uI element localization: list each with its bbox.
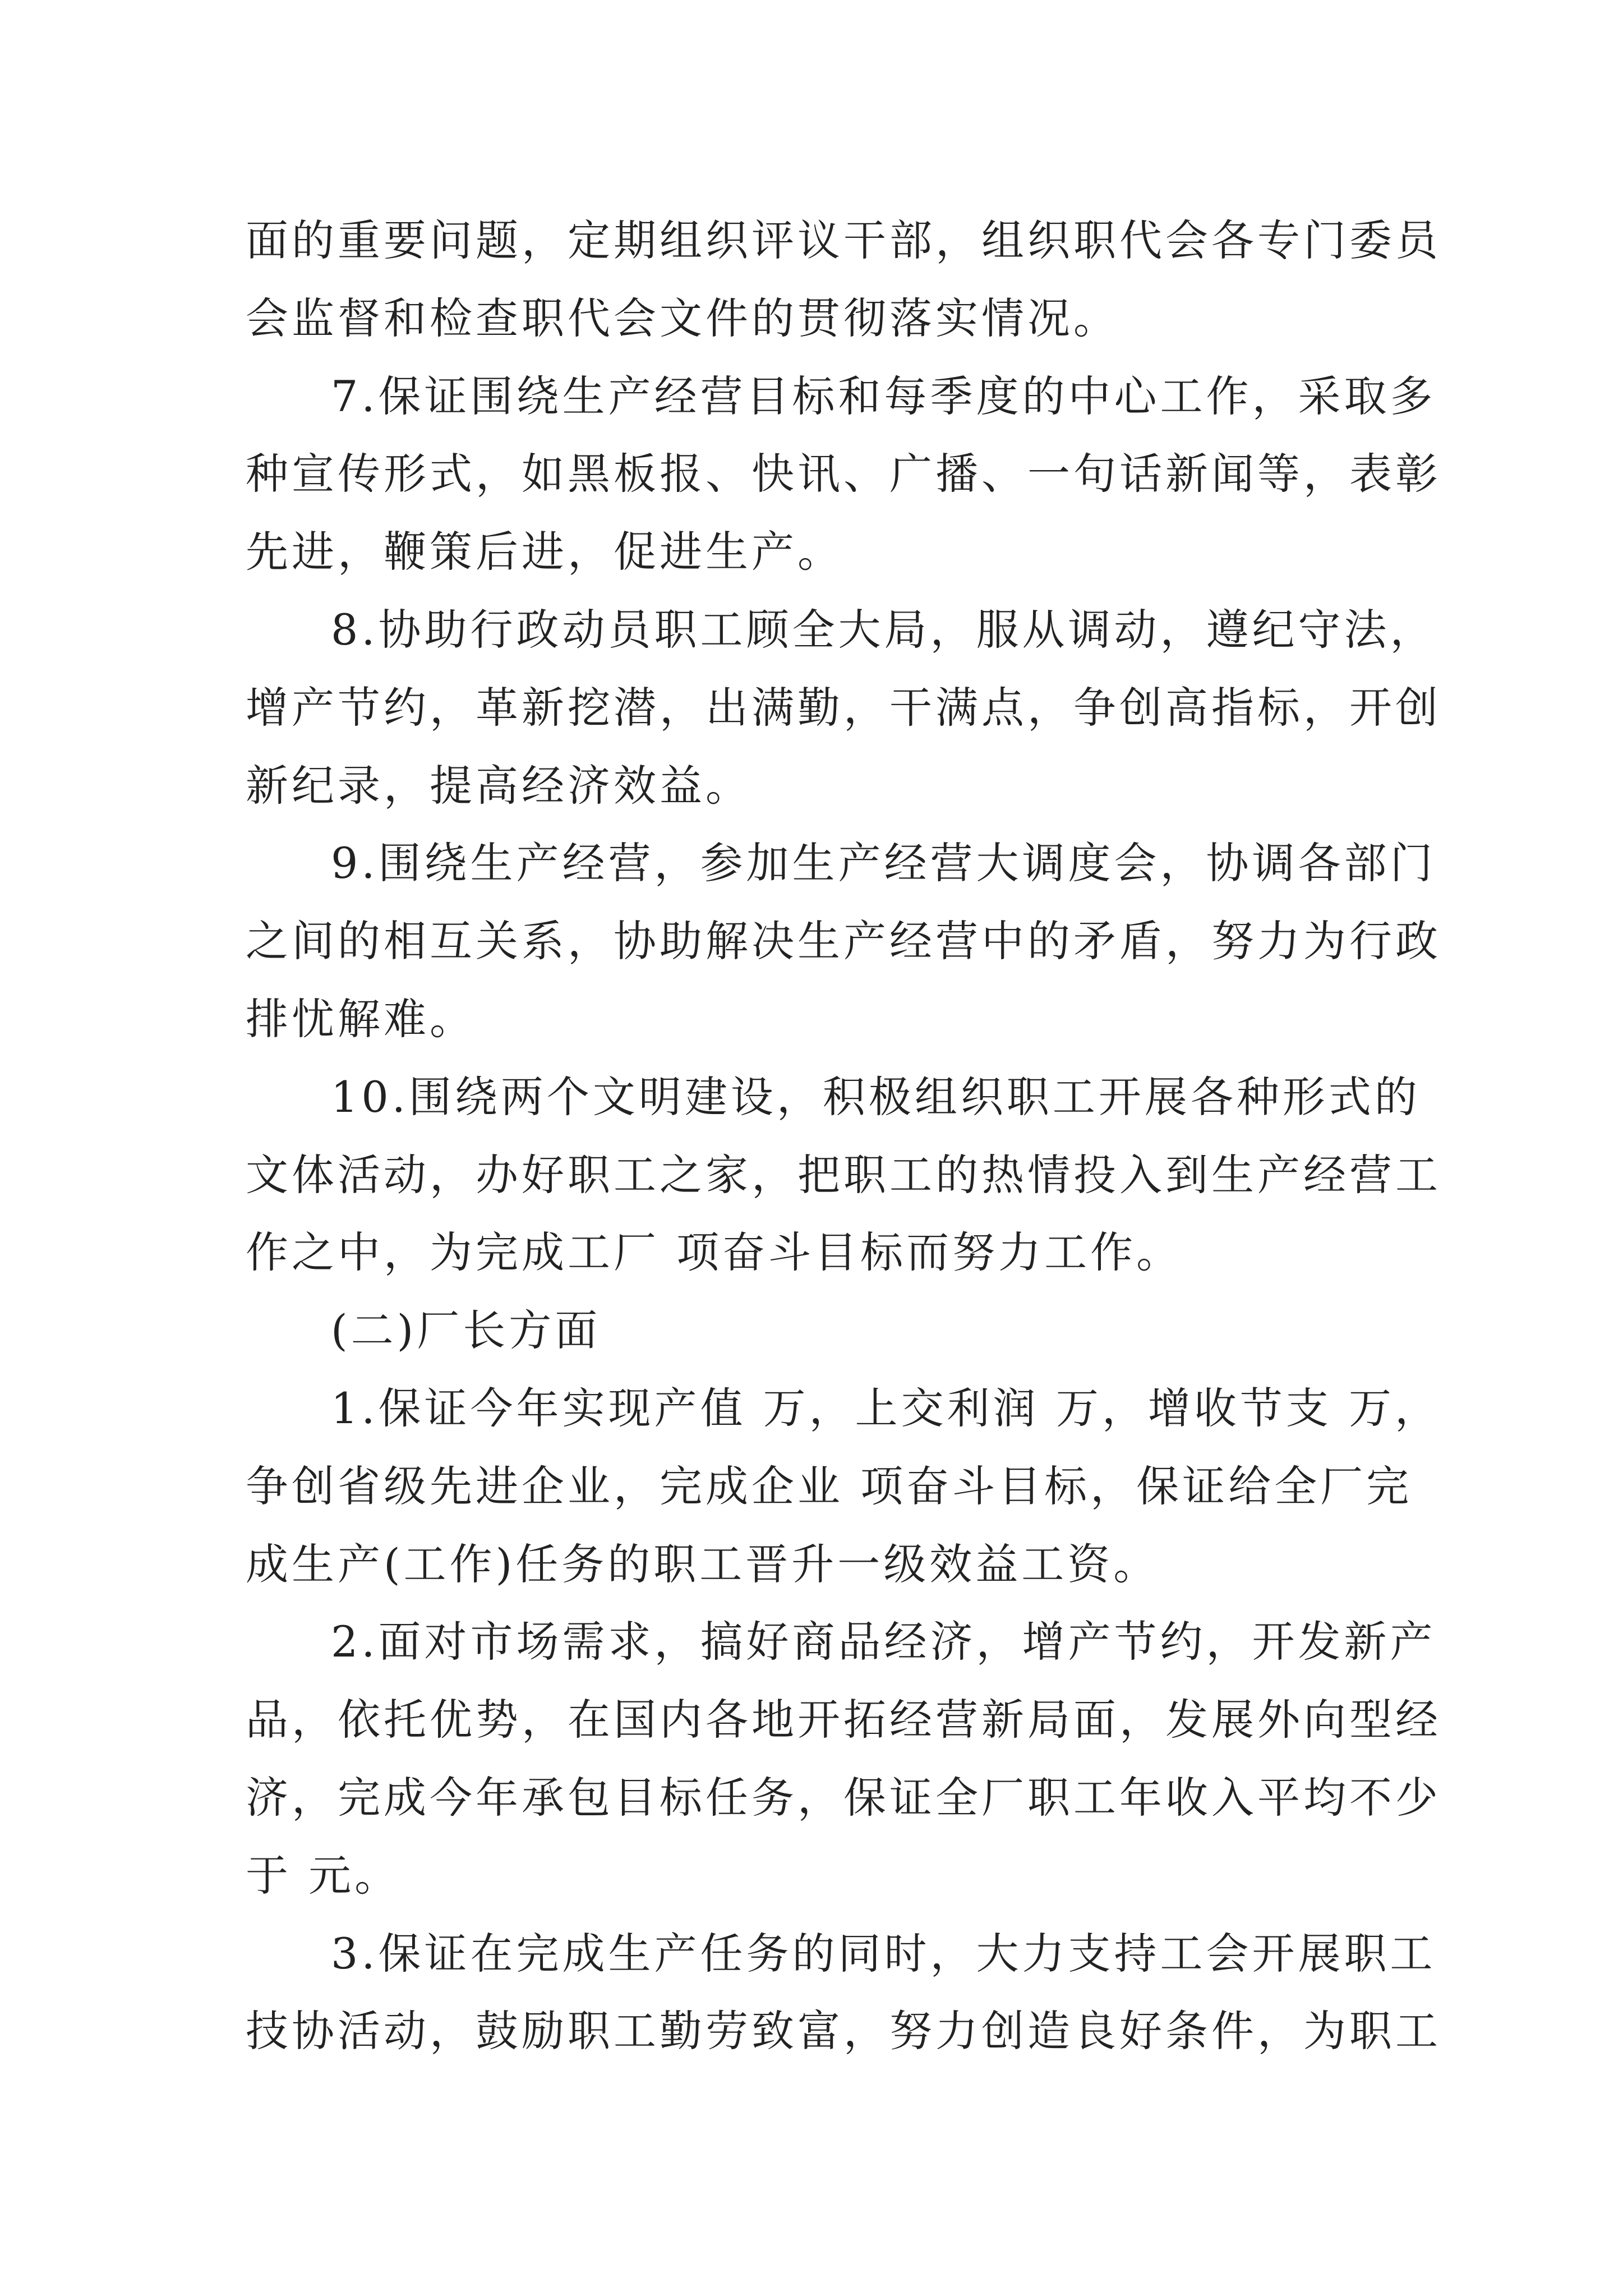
paragraph-8-start: 8.协助行政动员职工顾全大局，服从调动，遵纪守法， (331, 604, 1436, 655)
text-line: 品，依托优势，在国内各地开拓经营新局面，发展外向型经 (246, 1695, 1441, 1745)
paragraph-9-start: 9.围绕生产经营，参加生产经营大调度会，协调各部门 (331, 838, 1436, 889)
text-line: 于 元。 (246, 1850, 401, 1901)
text-line: 技协活动，鼓励职工勤劳致富，努力创造良好条件，为职工 (246, 2006, 1441, 2056)
paragraph-7-start: 7.保证围绕生产经营目标和每季度的中心工作，采取多 (331, 371, 1436, 421)
text-line: 排忧解难。 (246, 993, 476, 1044)
text-line: 种宣传形式，如黑板报、快讯、广播、一句话新闻等，表彰 (246, 449, 1441, 499)
section-heading: (二)厂长方面 (331, 1305, 601, 1356)
paragraph-3-start: 3.保证在完成生产任务的同时，大力支持工会开展职工 (331, 1928, 1436, 1978)
text-line: 会监督和检查职代会文件的贯彻落实情况。 (246, 293, 1119, 343)
text-line: 作之中，为完成工厂 项奋斗目标而努力工作。 (246, 1227, 1183, 1278)
document-body (246, 202, 1441, 2070)
paragraph-1-start: 1.保证今年实现产值 万，上交利润 万，增收节支 万， (331, 1383, 1441, 1433)
text-line: 先进，鞭策后进，促进生产。 (246, 527, 843, 577)
text-line: 面的重要问题，定期组织评议干部，组织职代会各专门委员 (246, 215, 1441, 265)
text-line: 新纪录，提高经济效益。 (246, 760, 751, 811)
text-line: 争创省级先进企业，完成企业 项奋斗目标，保证给全厂完 (246, 1461, 1413, 1511)
text-line: 济，完成今年承包目标任务，保证全厂职工年收入平均不少 (246, 1772, 1441, 1823)
text-line: 成生产(工作)任务的职工晋升一级效益工资。 (246, 1539, 1160, 1589)
paragraph-10-start: 10.围绕两个文明建设，积极组织职工开展各种形式的 (331, 1071, 1421, 1122)
text-line: 之间的相互关系，协助解决生产经营中的矛盾，努力为行政 (246, 916, 1441, 967)
text-line: 增产节约，革新挖潜，出满勤，干满点，争创高指标，开创 (246, 682, 1441, 733)
paragraph-2-start: 2.面对市场需求，搞好商品经济，增产节约，开发新产 (331, 1617, 1436, 1667)
text-line: 文体活动，办好职工之家，把职工的热情投入到生产经营工 (246, 1149, 1441, 1200)
